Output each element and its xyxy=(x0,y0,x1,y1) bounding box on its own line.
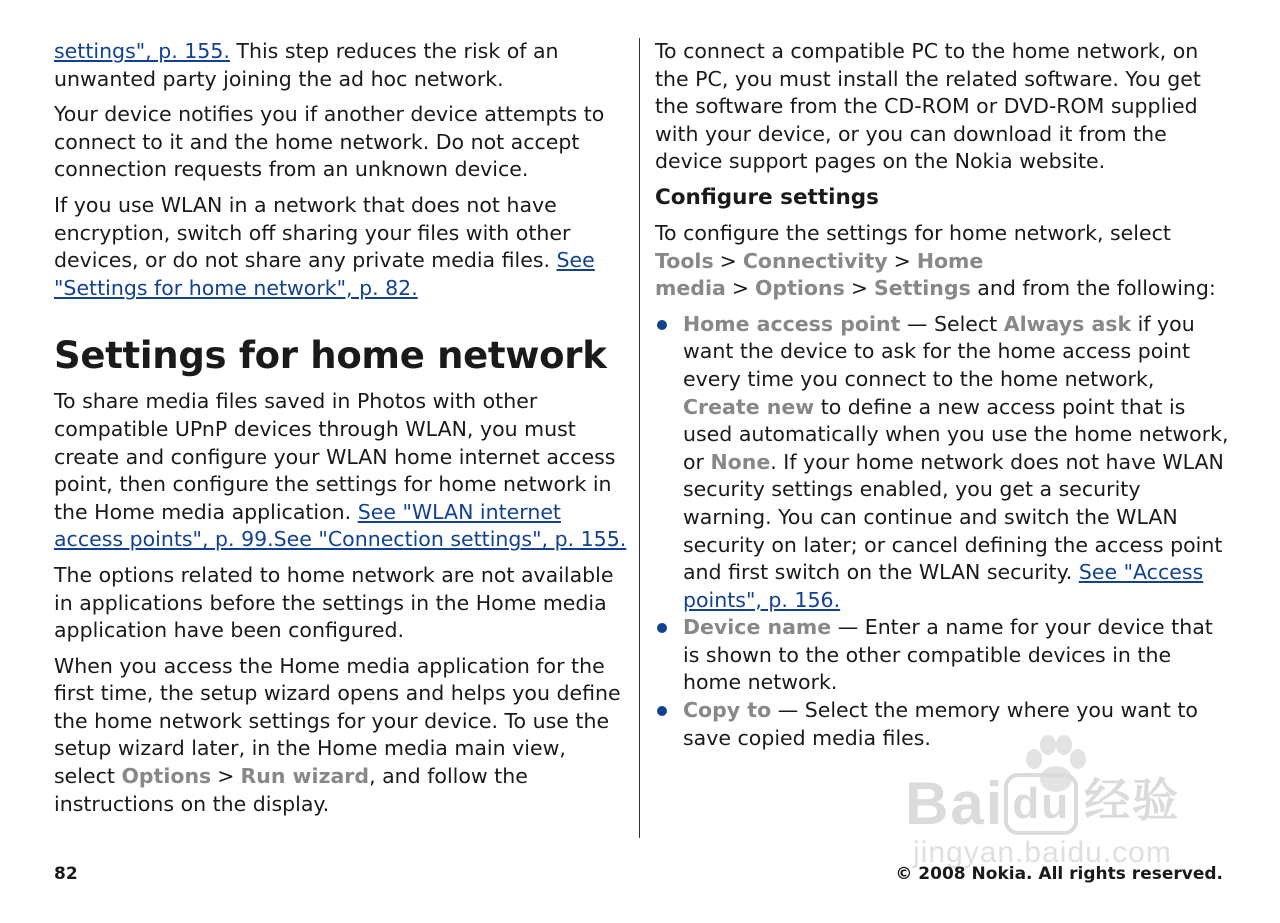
section-heading: Settings for home network xyxy=(54,334,607,378)
paragraph-share-media xyxy=(54,388,632,554)
menu-options: Options xyxy=(121,764,212,789)
menu-separator: > xyxy=(719,248,737,273)
list-item-device-name xyxy=(655,614,1235,697)
option-none: None xyxy=(710,449,771,474)
paragraph-options-unavailable: The options related to home network are not available in applications before the settings in the Home media application have been configured. xyxy=(54,562,614,643)
term-device-name: Device name xyxy=(683,615,832,640)
list-item-copy-to xyxy=(655,697,1235,752)
menu-path-options: Options xyxy=(755,276,845,301)
term-copy-to: Copy to xyxy=(683,698,772,723)
link-access-points[interactable]: See "Access points", p. 156. xyxy=(683,560,1204,612)
paragraph-share-media-text: To share media files saved in Photos with other compatible UPnP devices through WLAN, you must create and configure your WLAN home internet access point, then configure the settings for home network in the Home media application. xyxy=(54,389,616,524)
link-connection-settings[interactable]: settings", p. 155. xyxy=(54,39,230,63)
watermark-brand-suffix: 经验 xyxy=(1084,774,1181,826)
paragraph-setup-wizard-end: , and follow the instructions on the display. xyxy=(54,764,528,816)
menu-path-tools: Tools xyxy=(655,248,714,273)
list-item-home-access-point xyxy=(655,311,1235,615)
bullet-icon xyxy=(657,623,667,633)
watermark-url: jingyan.baidu.com xyxy=(913,836,1172,869)
subheading-configure-settings: Configure settings xyxy=(655,184,879,210)
link-settings-home-network[interactable]: See "Settings for home network", p. 82. xyxy=(54,248,595,300)
watermark-brand xyxy=(905,770,1181,837)
copyright-notice: © 2008 Nokia. All rights reserved. xyxy=(895,864,1223,884)
column-divider xyxy=(639,38,640,838)
menu-separator: > xyxy=(893,248,911,273)
menu-separator: > xyxy=(217,764,235,789)
paragraph-wlan-encryption xyxy=(54,192,632,302)
paragraph-setup-wizard xyxy=(54,653,632,819)
item-text: — Select the memory where you want to save copied media files. xyxy=(683,698,1198,750)
menu-path-settings: Settings xyxy=(874,276,971,301)
term-home-access-point: Home access point xyxy=(683,311,901,336)
left-column xyxy=(54,38,632,826)
paragraph-adhoc xyxy=(54,38,632,93)
item-text: . If your home network does not have WLAN security settings enabled, you get a security warning. You can continue and switch the WLAN security on later; or cancel defining the access point and first switch on the WLAN security. xyxy=(683,449,1224,585)
paragraph-configure-text: To configure the settings for home network, select xyxy=(655,220,1171,245)
paragraph-notifies: Your device notifies you if another device attempts to connect to it and the home network. Do not accept connection requests from an unknown device. xyxy=(54,102,605,182)
link-wlan-access-points[interactable]: See "WLAN internet access points", p. 99.See "Connection settings", p. 155. xyxy=(54,499,627,552)
option-create-new: Create new xyxy=(683,394,815,419)
menu-separator: > xyxy=(850,276,868,301)
menu-run-wizard: Run wizard xyxy=(240,764,370,789)
item-text: to define a new access point that is used automatically when you use the home network, or xyxy=(683,394,1229,474)
watermark-brand-b: du xyxy=(1004,773,1078,835)
right-column xyxy=(655,38,1235,752)
paragraph-configure xyxy=(655,220,1235,303)
menu-path-connectivity: Connectivity xyxy=(742,248,888,273)
bullet-icon xyxy=(657,320,667,330)
option-always-ask: Always ask xyxy=(1003,311,1132,336)
watermark-brand-a: Bai xyxy=(905,770,1005,837)
item-text: if you want the device to ask for the home access point every time you connect to the home network, xyxy=(683,311,1195,391)
paragraph-wlan-encryption-text: If you use WLAN in a network that does not have encryption, switch off sharing your files with other devices, or do not share any private media files. xyxy=(54,192,571,273)
paragraph-setup-wizard-text: When you access the Home media application for the first time, the setup wizard opens and helps you define the home network settings for your device. To use the setup wizard later, in the Home media main view, select xyxy=(54,653,621,789)
paragraph-configure-end: and from the following: xyxy=(970,276,1216,301)
paragraph-adhoc-text: This step reduces the risk of an unwanted party joining the ad hoc network. xyxy=(54,39,559,91)
menu-path-home-media: Home media xyxy=(655,248,984,301)
bullet-icon xyxy=(657,706,667,716)
menu-separator: > xyxy=(731,276,749,301)
item-text: — Select xyxy=(900,311,1004,336)
page-number: 82 xyxy=(54,864,78,884)
baidu-watermark xyxy=(905,735,1215,875)
paragraph-connect-pc: To connect a compatible PC to the home network, on the PC, you must install the related software. You get the software from the CD-ROM or DVD-ROM supplied with your device, or you can download it from the device support pages on the Nokia website. xyxy=(655,39,1201,174)
item-text: — Enter a name for your device that is shown to the other compatible devices in the home network. xyxy=(683,615,1213,695)
settings-list xyxy=(655,311,1235,753)
